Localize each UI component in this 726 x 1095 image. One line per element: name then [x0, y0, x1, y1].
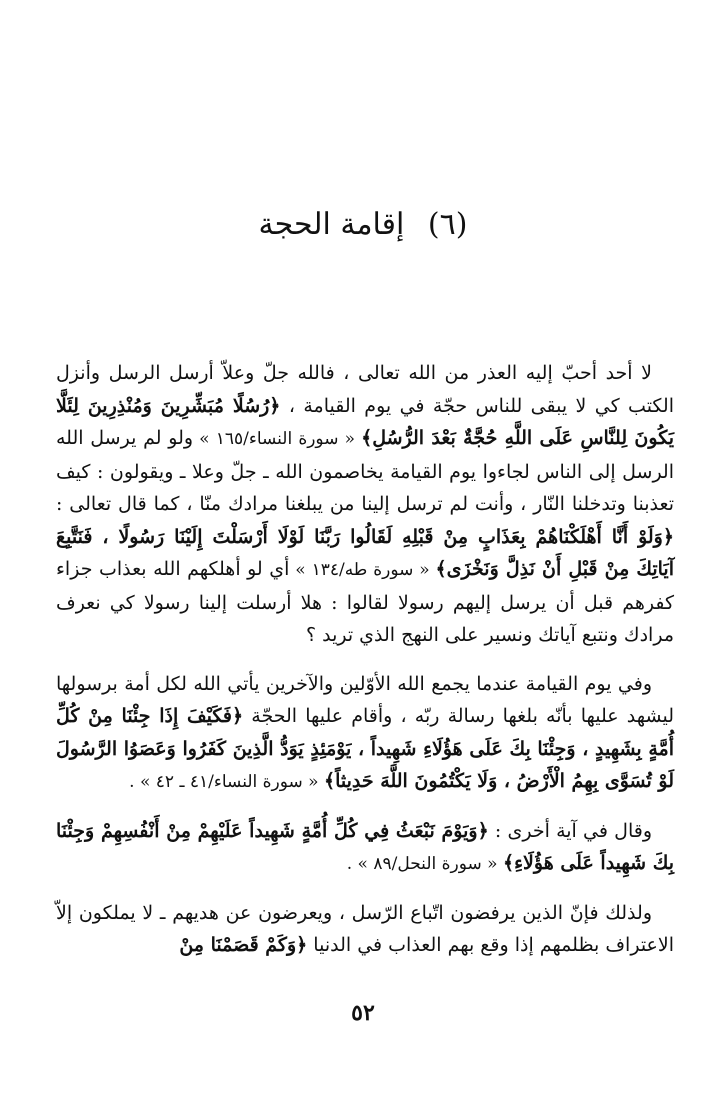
paragraph: [56, 668, 674, 799]
verse-reference: « سورة طه/١٣٤ »: [289, 560, 436, 580]
quran-verse: ﴿رُسُلًا مُبَشِّرِينَ وَمُنْذِرِينَ لِئَلَّا يَكُونَ لِلنَّاسِ عَلَى اللَّهِ حُجَّةٌ بَعْدَ الرُّسُلِ﴾: [56, 394, 674, 449]
text-run: ولذلك فإنّ الذين يرفضون اتّباع الرّسل ، ويعرضون عن هديهم ـ لا يملكون إلاّ الاعتراف بظلمهم إذا وقع بهم العذاب في الدنيا: [56, 901, 674, 956]
quran-verse: ﴿وَيَوْمَ نَبْعَثُ فِي كُلِّ أُمَّةٍ شَهِيداً عَلَيْهِمْ مِنْ أَنْفُسِهِمْ وَجِئْنَا بِكَ شَهِيداً عَلَى هَؤُلَاءِ﴾: [56, 819, 674, 874]
verse-reference: « سورة النساء/٤١ ـ ٤٢ » .: [129, 772, 324, 792]
page-number: ٥٢: [351, 1000, 375, 1026]
chapter-heading: [0, 202, 726, 248]
body-text: [56, 357, 674, 962]
verse-reference: « سورة النحل/٨٩ » .: [346, 854, 503, 874]
text-run: لا أحد أحبّ إليه العذر من الله تعالى ، فالله جلّ وعلاّ أرسل الرسل وأنزل الكتب كي لا يبقى للناس حجّة في يوم القيامة ،: [56, 362, 674, 417]
text-run: وفي يوم القيامة عندما يجمع الله الأوّلين والآخرين يأتي الله لكل أمة برسولها ليشهد عليها بأنّه بلغها رسالة ربّه ، وأقام عليها الحجّة: [56, 672, 674, 727]
paragraph: [56, 357, 674, 652]
verse-reference: « سورة النساء/١٦٥ »: [193, 429, 362, 449]
quran-verse: ﴿فَكَيْفَ إِذَا جِئْنَا مِنْ كُلِّ أُمَّةٍ بِشَهِيدٍ ، وَجِئْنَا بِكَ عَلَى هَؤُلَاءِ شَهِيداً ، يَوْمَئِذٍ يَوَدُّ الَّذِينَ كَفَرُوا وَعَصَوُا الرَّسُولَ لَوْ تُسَوَّى بِهِمُ الْأَرْضُ ، وَلَا يَكْتُمُونَ اللَّهَ حَدِيثاً﴾: [56, 705, 674, 792]
quran-verse: ﴿وَكَمْ قَصَمْنَا مِنْ: [179, 934, 308, 956]
text-run: ولو لم يرسل الله الرسل إلى الناس لجاءوا يوم القيامة يخاصمون الله ـ جلّ وعلا ـ ويقولون : كيف تعذبنا وتدخلنا النّار ، وأنت لم ترسل إلينا من يبلغنا مرادك منّا ، كما قال تعالى :: [56, 427, 674, 515]
chapter-title: إقامة الحجة: [258, 207, 405, 243]
paragraph: [56, 897, 674, 962]
chapter-number: (٦): [427, 207, 468, 243]
paragraph: [56, 815, 674, 881]
text-run: أي لو أهلكهم الله بعذاب جزاء كفرهم قبل أن يرسل إليهم رسولا لقالوا : هلا أرسلت إلينا رسولا كي نعرف مرادك ونتبع آياتك ونسير على النهج الذي تريد ؟: [56, 558, 674, 646]
text-run: وقال في آية أخرى :: [488, 819, 652, 842]
quran-verse: ﴿وَلَوْ أَنَّا أَهْلَكْنَاهُمْ بِعَذَابٍ مِنْ قَبْلِهِ لَقَالُوا رَبَّنَا لَوْلَا أَرْسَلْتَ إِلَيْنَا رَسُولًا ، فَنَتَّبِعَ آيَاتِكَ مِنْ قَبْلِ أَنْ نَذِلَّ وَنَخْزَى﴾: [56, 525, 674, 580]
